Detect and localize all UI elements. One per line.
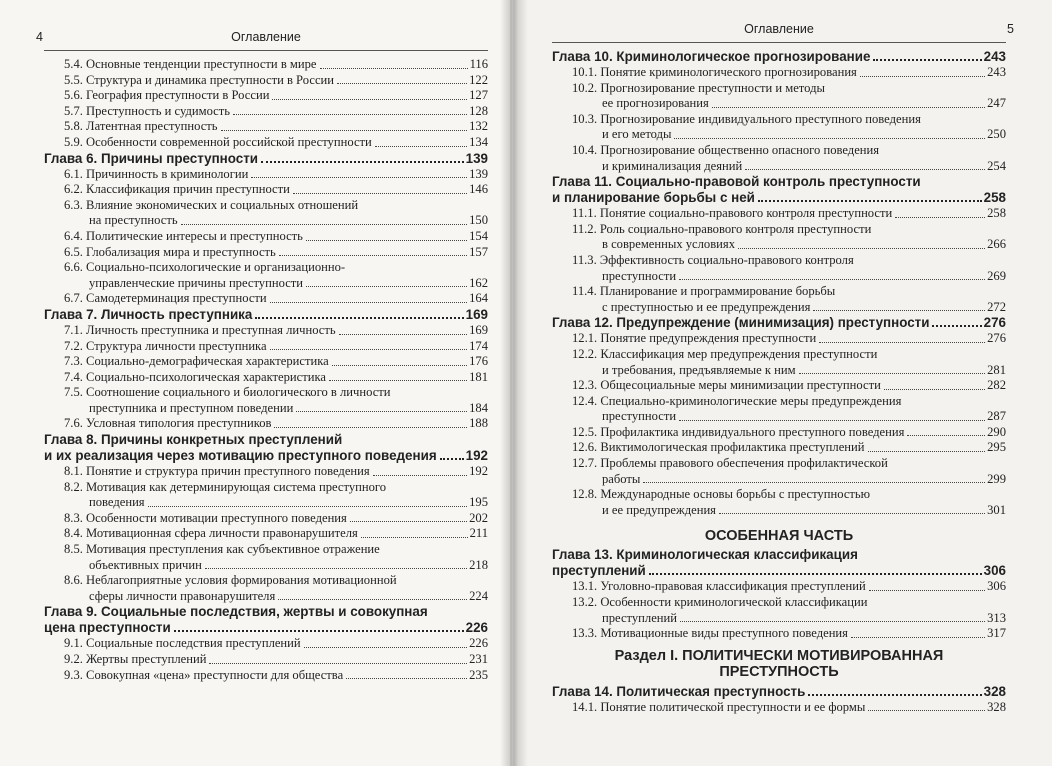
toc-page-number: 176 [469, 354, 488, 369]
toc-page-number: 202 [469, 510, 488, 525]
toc-page-number: 139 [465, 150, 488, 166]
toc-chapter-entry[interactable] [552, 684, 1006, 700]
toc-section-entry[interactable] [552, 347, 1006, 378]
toc-page-number: 174 [469, 338, 488, 353]
toc-page-number: 192 [469, 464, 488, 479]
toc-entry-text: работы [602, 471, 641, 486]
toc-chapter-entry[interactable] [552, 547, 1006, 579]
right-page [512, 0, 1052, 766]
toc-entry-text: цена преступности [44, 620, 171, 636]
toc-entry-text: и их реализация через мотивацию преступного поведения [44, 448, 437, 464]
toc-section-entry[interactable] [44, 323, 488, 339]
toc-section-entry[interactable] [552, 626, 1006, 642]
toc-entry-text: 10.1. Понятие криминологического прогнозирования [572, 65, 857, 79]
toc-section-entry[interactable] [44, 291, 488, 307]
toc-entry-text: 6.5. Глобализация мира и преступность [64, 244, 276, 259]
toc-page-number: 287 [987, 409, 1006, 424]
toc-entry-text: Глава 8. Причины конкретных преступлений [44, 432, 343, 448]
toc-entry-text: ее прогнозирования [602, 96, 709, 111]
dot-leader [851, 637, 985, 638]
toc-page-number: 154 [469, 228, 488, 243]
heading-line: Раздел I. ПОЛИТИЧЕСКИ МОТИВИРОВАННАЯ [614, 647, 944, 664]
toc-page-number: 301 [987, 502, 1006, 517]
dot-leader [278, 599, 467, 600]
toc-entry-text: 12.1. Понятие предупреждения преступности [572, 331, 817, 346]
toc-section-entry[interactable] [44, 652, 488, 668]
dot-leader [674, 138, 985, 139]
toc-entry-text: 5.8. Латентная преступность [64, 119, 218, 134]
dot-leader [375, 146, 467, 147]
toc-entry-text: и его методы [602, 127, 672, 142]
toc-chapter-entry[interactable] [552, 174, 1006, 206]
toc-entry-text: объективных причин [89, 557, 202, 572]
toc-page-number: 122 [469, 72, 488, 87]
toc-section-entry[interactable] [552, 112, 1006, 143]
toc-entry-text: 12.6. Виктимологическая профилактика преступлений [572, 440, 865, 455]
toc-section-entry[interactable] [552, 394, 1006, 425]
dot-leader [270, 349, 468, 350]
dot-leader [296, 411, 467, 412]
toc-page-number: 276 [983, 315, 1006, 331]
dot-leader [209, 663, 467, 664]
dot-leader [346, 678, 467, 679]
toc-section-entry[interactable] [44, 542, 488, 573]
toc-page-number: 169 [465, 306, 488, 322]
toc-entry-text: 7.3. Социально-демографическая характеристика [64, 354, 329, 369]
toc-section-entry[interactable] [552, 456, 1006, 487]
toc-entry-text: 11.4. Планирование и программирование борьбы [572, 284, 836, 299]
toc-entry-text: 7.4. Социально-психологическая характеристика [64, 369, 327, 384]
toc-entry-text: Глава 10. Криминологическое прогнозирование [552, 49, 871, 64]
toc-page-number: 218 [469, 557, 488, 572]
toc-entry-text: 10.4. Прогнозирование общественно опасного поведения [572, 142, 880, 157]
toc-list [44, 57, 488, 683]
dot-leader [320, 68, 468, 69]
toc-entry-text: Глава 13. Криминологическая классификация [552, 547, 858, 563]
dot-leader [221, 130, 468, 131]
toc-entry-text: и планирование борьбы с ней [552, 190, 755, 206]
dot-leader [649, 573, 982, 575]
dot-leader [819, 342, 985, 343]
dot-leader [440, 458, 464, 460]
toc-section-entry[interactable] [552, 222, 1006, 253]
toc-page-number: 169 [469, 322, 488, 337]
toc-page-number: 266 [987, 237, 1006, 252]
toc-section-entry[interactable] [44, 573, 488, 604]
toc-entry-text: Глава 6. Причины преступности [44, 150, 259, 166]
dot-leader [719, 513, 985, 514]
toc-page-number: 226 [465, 620, 488, 636]
toc-section-entry[interactable] [552, 331, 1006, 347]
toc-section-entry[interactable] [552, 81, 1006, 112]
toc-entry-text: 11.3. Эффективность социально-правового контроля [572, 252, 854, 267]
toc-entry-text: 7.5. Соотношение социального и биологического в личности [64, 385, 391, 400]
toc-section-entry[interactable] [44, 198, 488, 229]
toc-entry-text: 8.1. Понятие и структура причин преступного поведения [64, 464, 370, 479]
toc-section-entry[interactable] [44, 104, 488, 120]
toc-section-entry[interactable] [552, 143, 1006, 174]
dot-leader [932, 325, 981, 327]
toc-entry-text: 12.3. Общесоциальные меры минимизации преступности [572, 378, 881, 393]
dot-leader [174, 630, 464, 632]
dot-leader [279, 255, 467, 256]
toc-entry-text: 13.3. Мотивационные виды преступного поведения [572, 626, 848, 641]
toc-section-entry[interactable] [552, 579, 1006, 595]
toc-section-entry[interactable] [44, 370, 488, 386]
toc-section-entry[interactable] [552, 378, 1006, 394]
dot-leader [270, 302, 467, 303]
toc-entry-text: преступности [602, 268, 677, 283]
toc-entry-text: 5.6. География преступности в России [64, 88, 270, 103]
running-head [36, 30, 488, 51]
toc-entry-text: 12.2. Классификация мер предупреждения преступности [572, 346, 878, 361]
toc-page-number: 157 [469, 244, 488, 259]
toc-entry-text: 14.1. Понятие политической преступности и ее формы [572, 699, 866, 714]
toc-entry-text: 5.7. Преступность и судимость [64, 103, 231, 118]
toc-entry-text: преступника и преступном поведении [89, 400, 294, 415]
toc-section-entry[interactable] [44, 464, 488, 480]
dot-leader [306, 240, 467, 241]
dot-leader [261, 161, 464, 163]
toc-page-number: 195 [469, 495, 488, 510]
running-head-title: Оглавление [744, 22, 814, 36]
toc-section-entry[interactable] [552, 65, 1006, 81]
dot-leader [233, 114, 467, 115]
dot-leader [808, 694, 981, 696]
toc-section-entry[interactable] [44, 511, 488, 527]
toc-section-entry[interactable] [44, 668, 488, 684]
dot-leader [205, 568, 467, 569]
toc-entry-text: 10.3. Прогнозирование индивидуального преступного поведения [572, 111, 921, 126]
dot-leader [361, 537, 468, 538]
toc-entry-text: и ее предупреждения [602, 502, 716, 517]
toc-page-number: 295 [987, 440, 1006, 455]
dot-leader [181, 224, 468, 225]
toc-page-number: 116 [469, 57, 488, 71]
dot-leader [712, 107, 985, 108]
dot-leader [813, 310, 985, 311]
toc-entry-text: 12.4. Специально-криминологические меры предупреждения [572, 393, 902, 408]
toc-page-number: 250 [987, 127, 1006, 142]
page-number: 4 [36, 30, 43, 44]
toc-page-number: 132 [469, 119, 488, 134]
dot-leader [643, 482, 985, 483]
toc-entry-text: 5.9. Особенности современной российской преступности [64, 134, 372, 149]
toc-entry-text: 13.2. Особенности криминологической классификации [572, 595, 868, 610]
toc-page-number: 134 [469, 134, 488, 149]
dot-leader [907, 435, 985, 436]
toc-page-number: 146 [469, 182, 488, 197]
toc-page-number: 164 [469, 291, 488, 306]
toc-section-entry[interactable] [552, 253, 1006, 284]
toc-section-entry[interactable] [552, 487, 1006, 518]
toc-page-number: 150 [469, 213, 488, 228]
section-heading [552, 648, 1006, 680]
toc-entry-text: Глава 14. Политическая преступность [552, 683, 806, 699]
dot-leader [339, 334, 467, 335]
toc-section-entry[interactable] [44, 636, 488, 652]
toc-entry-text: сферы личности правонарушителя [89, 588, 276, 603]
toc-section-entry[interactable] [44, 526, 488, 542]
toc-section-entry[interactable] [44, 119, 488, 135]
toc-entry-text: Глава 7. Личность преступника [44, 306, 253, 322]
dot-leader [293, 193, 467, 194]
dot-leader [148, 506, 468, 507]
heading-line: ПРЕСТУПНОСТЬ [719, 663, 839, 680]
toc-entry-text: 9.2. Жертвы преступлений [64, 652, 207, 666]
toc-entry-text: 6.4. Политические интересы и преступность [64, 228, 303, 243]
toc-section-entry[interactable] [552, 700, 1006, 716]
dot-leader [274, 427, 467, 428]
toc-entry-text: 8.4. Мотивационная сфера личности правонарушителя [64, 526, 358, 541]
toc-section-entry[interactable] [552, 206, 1006, 222]
toc-page-number: 313 [987, 610, 1006, 625]
toc-entry-text: 5.4. Основные тенденции преступности в мире [64, 57, 317, 71]
toc-section-entry[interactable] [44, 182, 488, 198]
toc-section-entry[interactable] [44, 135, 488, 151]
dot-leader [329, 380, 467, 381]
toc-entry-text: 12.8. Международные основы борьбы с преступностью [572, 487, 871, 502]
toc-entry-text: преступлений [602, 610, 677, 625]
toc-entry-text: в современных условиях [602, 237, 736, 252]
toc-section-entry[interactable] [552, 425, 1006, 441]
toc-entry-text: на преступность [89, 213, 178, 228]
toc-entry-text: 7.6. Условная типология преступников [64, 416, 272, 431]
heading-line: ОСОБЕННАЯ ЧАСТЬ [704, 528, 854, 545]
toc-entry-text: Глава 11. Социально-правовой контроль преступности [552, 174, 921, 190]
toc-entry-text: 9.3. Совокупная «цена» преступности для общества [64, 667, 344, 682]
toc-entry-text: 6.2. Классификация причин преступности [64, 182, 290, 197]
toc-page-number: 299 [987, 471, 1006, 486]
dot-leader [868, 451, 986, 452]
toc-entry-text: преступлений [552, 563, 646, 579]
dot-leader [745, 169, 985, 170]
toc-page-number: 272 [987, 299, 1006, 314]
dot-leader [884, 389, 985, 390]
toc-section-entry[interactable] [44, 339, 488, 355]
toc-page-number: 258 [983, 190, 1006, 206]
toc-page-number: 231 [469, 652, 488, 666]
toc-page-number: 188 [469, 416, 488, 431]
running-head-title: Оглавление [231, 30, 301, 44]
toc-page-number: 258 [987, 206, 1006, 221]
toc-section-entry[interactable] [552, 440, 1006, 456]
running-head [552, 22, 1014, 43]
toc-entry-text: 10.2. Прогнозирование преступности и методы [572, 80, 825, 95]
toc-entry-text: 8.3. Особенности мотивации преступного поведения [64, 510, 347, 525]
dot-leader [679, 420, 985, 421]
toc-page-number: 226 [469, 636, 488, 651]
toc-section-entry[interactable] [44, 354, 488, 370]
toc-page-number: 282 [987, 378, 1006, 393]
toc-entry-text: 12.5. Профилактика индивидуального преступного поведения [572, 424, 905, 439]
dot-leader [304, 647, 467, 648]
toc-page-number: 211 [469, 526, 488, 541]
toc-entry-text: 8.2. Мотивация как детерминирующая система преступного [64, 479, 387, 494]
toc-page-number: 224 [469, 588, 488, 603]
toc-entry-text: 8.5. Мотивация преступления как субъективное отражение [64, 542, 380, 557]
toc-entry-text: 12.7. Проблемы правового обеспечения профилактической [572, 456, 888, 471]
toc-entry-text: с преступностью и ее предупреждения [602, 299, 811, 314]
toc-entry-text: управленческие причины преступности [89, 275, 304, 290]
toc-entry-text: и требования, предъявляемые к ним [602, 362, 796, 377]
toc-entry-text: 6.7. Самодетерминация преступности [64, 291, 267, 306]
toc-entry-text: Глава 9. Социальные последствия, жертвы и совокупная [44, 604, 428, 620]
dot-leader [272, 99, 467, 100]
toc-page-number: 243 [983, 49, 1006, 64]
toc-entry-text: 11.2. Роль социально-правового контроля преступности [572, 221, 872, 236]
page-number: 5 [1007, 22, 1014, 36]
toc-chapter-entry[interactable] [44, 432, 488, 464]
toc-entry-text: 11.1. Понятие социально-правового контроля преступности [572, 206, 893, 221]
toc-entry-text: 6.6. Социально-психологические и организационно- [64, 260, 346, 275]
toc-page-number: 276 [987, 331, 1006, 346]
toc-page-number: 181 [469, 369, 488, 384]
toc-page-number: 128 [469, 103, 488, 118]
toc-chapter-entry[interactable] [44, 307, 488, 323]
toc-section-entry[interactable] [44, 229, 488, 245]
toc-chapter-entry[interactable] [44, 151, 488, 167]
toc-page-number: 306 [987, 579, 1006, 594]
dot-leader [738, 248, 985, 249]
toc-section-entry[interactable] [44, 416, 488, 432]
toc-section-entry[interactable] [44, 480, 488, 511]
toc-section-entry[interactable] [44, 73, 488, 89]
dot-leader [799, 373, 986, 374]
toc-chapter-entry[interactable] [44, 604, 488, 636]
toc-entry-text: 6.3. Влияние экономических и социальных отношений [64, 197, 359, 212]
dot-leader [251, 177, 467, 178]
toc-page-number: 269 [987, 268, 1006, 283]
toc-section-entry[interactable] [44, 245, 488, 261]
toc-entry-text: 13.1. Уголовно-правовая классификация преступлений [572, 579, 866, 594]
dot-leader [337, 83, 467, 84]
dot-leader [373, 475, 467, 476]
toc-entry-text: 6.1. Причинность в криминологии [64, 166, 249, 181]
toc-entry-text: 5.5. Структура и динамика преступности в России [64, 72, 335, 87]
toc-page-number: 162 [469, 275, 488, 290]
toc-page-number: 328 [983, 683, 1006, 699]
dot-leader [680, 621, 985, 622]
toc-page-number: 139 [469, 166, 488, 181]
toc-section-entry[interactable] [44, 88, 488, 104]
toc-chapter-entry[interactable] [552, 315, 1006, 331]
dot-leader [860, 76, 985, 77]
toc-page-number: 317 [987, 626, 1006, 641]
dot-leader [255, 317, 463, 319]
toc-entry-text: 8.6. Неблагоприятные условия формирования мотивационной [64, 573, 397, 588]
toc-page-number: 235 [469, 667, 488, 682]
toc-page-number: 247 [987, 96, 1006, 111]
toc-entry-text: Глава 12. Предупреждение (минимизация) преступности [552, 315, 930, 331]
toc-section-entry[interactable] [552, 284, 1006, 315]
toc-section-entry[interactable] [44, 260, 488, 291]
toc-section-entry[interactable] [44, 167, 488, 183]
toc-section-entry[interactable] [44, 385, 488, 416]
toc-entry-text: 9.1. Социальные последствия преступлений [64, 636, 301, 651]
toc-entry-text: поведения [89, 495, 145, 510]
toc-page-number: 243 [987, 65, 1006, 79]
toc-page-number: 281 [987, 362, 1006, 377]
book-gutter-shadow [500, 0, 528, 766]
toc-entry-text: 7.1. Личность преступника и преступная личность [64, 322, 336, 337]
toc-page-number: 254 [987, 158, 1006, 173]
toc-entry-text: и криминализация деяний [602, 158, 743, 173]
toc-page-number: 290 [987, 424, 1006, 439]
toc-list [552, 49, 1006, 715]
dot-leader [350, 521, 467, 522]
dot-leader [895, 217, 985, 218]
dot-leader [332, 365, 467, 366]
dot-leader [679, 279, 985, 280]
toc-entry-text: преступности [602, 409, 677, 424]
toc-page-number: 192 [465, 448, 488, 464]
left-page [0, 0, 510, 766]
toc-section-entry[interactable] [552, 595, 1006, 626]
toc-chapter-entry[interactable] [552, 49, 1006, 65]
toc-section-entry[interactable] [44, 57, 488, 73]
dot-leader [868, 710, 985, 711]
toc-page-number: 184 [469, 400, 488, 415]
dot-leader [869, 590, 985, 591]
dot-leader [758, 200, 982, 202]
toc-entry-text: 7.2. Структура личности преступника [64, 338, 267, 353]
toc-page-number: 306 [983, 563, 1006, 579]
toc-page-number: 127 [469, 88, 488, 103]
dot-leader [306, 286, 467, 287]
part-heading [552, 528, 1006, 545]
toc-page-number: 328 [987, 699, 1006, 714]
dot-leader [873, 59, 981, 61]
